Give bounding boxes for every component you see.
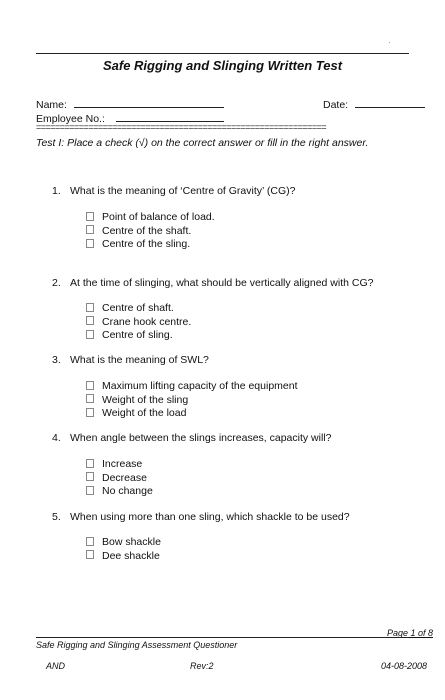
- option-text: Dee shackle: [102, 549, 160, 562]
- name-field: [36, 97, 224, 111]
- question-number: 5.: [52, 511, 61, 523]
- option-text: Point of balance of load.: [102, 211, 215, 223]
- option-item: [86, 238, 215, 252]
- footer-date: 04-08-2008: [380, 661, 427, 671]
- question-text: When angle between the slings increases, capacity will?: [70, 432, 332, 444]
- empty-checkbox-icon[interactable]: [86, 316, 94, 325]
- options-2: [86, 302, 191, 343]
- question-text: What is the meaning of ‘Centre of Gravity’ (CG)?: [70, 185, 296, 197]
- options-4: [86, 458, 153, 499]
- option-item: [86, 536, 161, 550]
- options-3: [86, 380, 298, 421]
- option-text: Centre of the sling.: [102, 238, 191, 250]
- footer-doc-title: Safe Rigging and Slinging Assessment Questioner: [36, 640, 238, 650]
- option-item: [86, 225, 215, 239]
- option-text: Crane hook centre.: [102, 315, 192, 328]
- empty-checkbox-icon[interactable]: [86, 330, 94, 339]
- employee-blank: [116, 111, 224, 122]
- empty-checkbox-icon[interactable]: [86, 486, 94, 495]
- option-text: Increase: [102, 458, 143, 470]
- empty-checkbox-icon[interactable]: [86, 212, 94, 221]
- footer-revision: Rev:2: [190, 661, 214, 671]
- date-blank: [355, 97, 425, 108]
- option-item: [86, 380, 298, 394]
- option-item: [86, 458, 153, 472]
- empty-checkbox-icon[interactable]: [86, 303, 94, 312]
- option-text: Maximum lifting capacity of the equipment: [102, 380, 298, 392]
- option-item: [86, 316, 191, 330]
- option-text: Decrease: [102, 471, 147, 484]
- date-field: [323, 97, 425, 111]
- date-label: Date:: [323, 99, 349, 111]
- options-1: [86, 211, 215, 252]
- question-number: 3.: [52, 354, 61, 366]
- question-5: [52, 511, 350, 523]
- question-1: [52, 185, 295, 197]
- options-5: [86, 536, 161, 563]
- option-text: Centre of sling.: [102, 329, 173, 341]
- empty-checkbox-icon[interactable]: [86, 550, 94, 559]
- question-number: 1.: [52, 185, 61, 197]
- question-number: 4.: [52, 432, 61, 444]
- option-item: [86, 485, 153, 499]
- question-2: [52, 277, 374, 289]
- employee-label: Employee No.:: [36, 113, 105, 125]
- question-text: What is the meaning of SWL?: [70, 354, 209, 366]
- empty-checkbox-icon[interactable]: [86, 394, 94, 403]
- page-number: Page 1 of 8: [386, 628, 433, 638]
- option-item: [86, 302, 191, 316]
- empty-checkbox-icon[interactable]: [86, 459, 94, 468]
- option-item: [86, 407, 298, 421]
- option-text: No change: [102, 485, 153, 497]
- option-item: [86, 394, 298, 408]
- empty-checkbox-icon[interactable]: [86, 381, 94, 390]
- empty-checkbox-icon[interactable]: [86, 537, 94, 546]
- question-text: At the time of slinging, what should be vertically aligned with CG?: [70, 277, 374, 289]
- empty-checkbox-icon[interactable]: [86, 225, 94, 234]
- question-number: 2.: [52, 277, 61, 289]
- name-label: Name:: [36, 99, 67, 111]
- option-text: Centre of the shaft.: [102, 224, 192, 237]
- scan-dot: ·: [388, 38, 391, 47]
- option-item: [86, 550, 161, 564]
- equals-divider: =============================================================: [36, 122, 327, 132]
- option-text: Weight of the load: [102, 407, 187, 419]
- question-text: When using more than one sling, which shackle to be used?: [70, 511, 350, 523]
- empty-checkbox-icon[interactable]: [86, 472, 94, 481]
- option-text: Centre of shaft.: [102, 302, 174, 314]
- question-4: [52, 432, 331, 444]
- option-text: Weight of the sling: [102, 393, 189, 406]
- footer-author: AND: [46, 661, 66, 671]
- empty-checkbox-icon[interactable]: [86, 239, 94, 248]
- name-blank: [74, 97, 224, 108]
- option-item: [86, 329, 191, 343]
- option-item: [86, 472, 153, 486]
- footer-rule: [36, 637, 409, 638]
- empty-checkbox-icon[interactable]: [86, 408, 94, 417]
- instructions: Test I: Place a check (√) on the correct answer or fill in the right answer.: [36, 137, 369, 149]
- page-title: Safe Rigging and Slinging Written Test: [102, 58, 343, 73]
- question-3: [52, 354, 209, 366]
- option-item: [86, 211, 215, 225]
- top-rule: [36, 53, 409, 54]
- option-text: Bow shackle: [102, 536, 161, 548]
